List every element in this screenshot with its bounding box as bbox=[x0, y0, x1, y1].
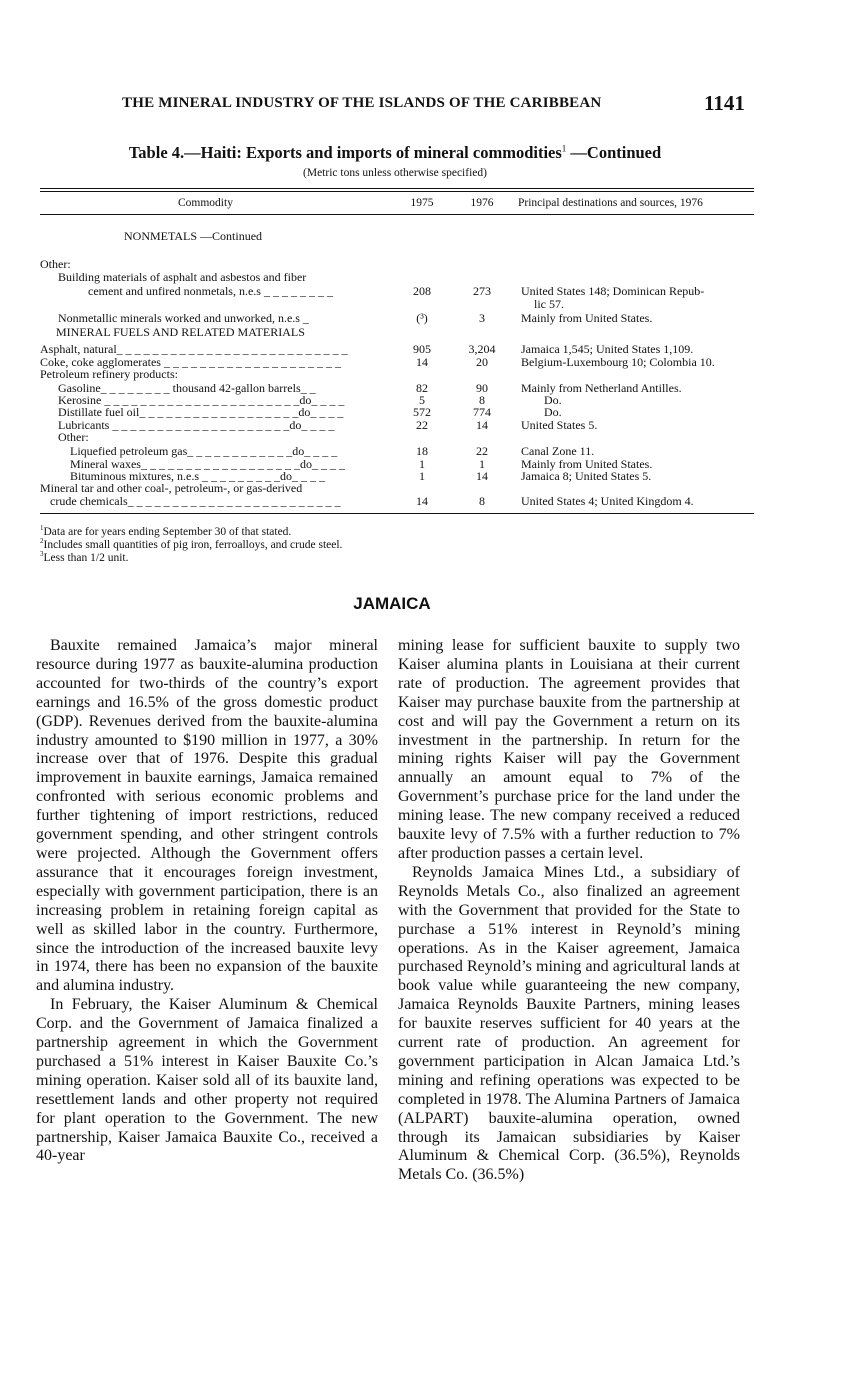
body-left-column bbox=[36, 637, 378, 1166]
row-1975: 905 bbox=[413, 342, 431, 356]
row-dest: Belgium-Luxembourg 10; Colombia 10. bbox=[521, 355, 715, 369]
table-subtitle: (Metric tons unless otherwise specified) bbox=[303, 167, 487, 179]
row-1976: 90 bbox=[476, 381, 488, 395]
table-header-row bbox=[0, 197, 858, 210]
row-dest: Do. bbox=[544, 393, 562, 407]
row-1975: 82 bbox=[416, 381, 428, 395]
row-name: Other: bbox=[58, 430, 89, 444]
row-name: Nonmetallic minerals worked and unworked, n.e.s _ bbox=[58, 311, 309, 325]
row-dest: Do. bbox=[544, 405, 562, 419]
table-row bbox=[0, 271, 858, 284]
row-1976: 8 bbox=[479, 393, 485, 407]
row-1975: 1 bbox=[419, 469, 425, 483]
footnote-mark: 3 bbox=[40, 550, 44, 558]
body-right-column bbox=[398, 637, 740, 1185]
table-row bbox=[0, 368, 858, 381]
row-name: Asphalt, natural_ _ _ _ _ _ _ _ _ _ _ _ _ _ _ _ _ _ _ _ _ _ _ _ _ _ bbox=[40, 342, 348, 356]
row-1975: 208 bbox=[413, 284, 431, 298]
table-row bbox=[0, 312, 858, 325]
row-name: crude chemicals_ _ _ _ _ _ _ _ _ _ _ _ _ _ _ _ _ _ _ _ _ _ _ _ bbox=[50, 494, 341, 508]
table-title-note-mark: 1 bbox=[561, 143, 567, 154]
row-dest: Mainly from Netherland Antilles. bbox=[521, 381, 682, 395]
row-name: Coke, coke agglomerates _ _ _ _ _ _ _ _ _ _ _ _ _ _ _ _ _ _ _ _ bbox=[40, 355, 341, 369]
footnote-mark: 1 bbox=[40, 524, 44, 532]
row-1976: 1 bbox=[479, 457, 485, 471]
row-1975: 572 bbox=[413, 405, 431, 419]
row-1975: (³) bbox=[416, 311, 428, 325]
row-name: Gasoline_ _ _ _ _ _ _ _ thousand 42-gallon barrels_ _ bbox=[58, 381, 316, 395]
row-dest: Mainly from United States. bbox=[521, 311, 653, 325]
table-header-rule bbox=[40, 214, 754, 215]
row-name: Bituminous mixtures, n.e.s _ _ _ _ _ _ _ _ _do_ _ _ _ bbox=[70, 469, 325, 483]
row-1975: 14 bbox=[416, 494, 428, 508]
section-nonmetals: NONMETALS —Continued bbox=[124, 229, 263, 243]
row-1975: 18 bbox=[416, 444, 428, 458]
table-row bbox=[0, 298, 858, 311]
row-dest: United States 4; United Kingdom 4. bbox=[521, 494, 694, 508]
running-header-title: THE MINERAL INDUSTRY OF THE ISLANDS OF THE CARIBBEAN bbox=[122, 95, 602, 111]
row-1976: 774 bbox=[473, 405, 491, 419]
row-name: Petroleum refinery products: bbox=[40, 367, 178, 381]
table-top-rule bbox=[40, 188, 754, 189]
row-1976: 8 bbox=[479, 494, 485, 508]
table-row bbox=[0, 326, 858, 339]
footnote-mark: 2 bbox=[40, 537, 44, 545]
paragraph: Bauxite remained Jamaica’s major mineral resource during 1977 as bauxite-alumina production accounted for two-thirds of the country’s export earnings and 16.5% of the gross domestic product (GDP). Revenues derived from the bauxite-alumina industry amounted to $190 million in 1977, a 30% increase over that of 1976. Despite this gradual improvement in bauxite earnings, Jamaica remained confronted with serious economic problems and further tightening of import restrictions, reduced government spending, and other stringent controls were projected. Although the Government offers assurance that it encourages foreign investment, especially with government participation, there is an increasing problem in retaining foreign capital as well as skilled labor in the country. Furthermore, since the introduction of the increased bauxite levy in 1974, there has been no expansion of the bauxite and alumina industry. bbox=[36, 637, 378, 995]
row-name: Mineral tar and other coal-, petroleum-, or gas-derived bbox=[40, 481, 303, 495]
row-1976: 3,204 bbox=[468, 342, 496, 356]
row-name: cement and unfired nonmetals, n.e.s _ _ _ _ _ _ _ _ bbox=[88, 284, 333, 298]
table-row bbox=[0, 431, 858, 444]
col-header-commodity: Commodity bbox=[178, 197, 233, 209]
row-name: Lubricants _ _ _ _ _ _ _ _ _ _ _ _ _ _ _ _ _ _ _ _do_ _ _ _ bbox=[58, 418, 335, 432]
row-name: Building materials of asphalt and asbestos and fiber bbox=[58, 270, 307, 284]
footnote-text: Less than 1/2 unit. bbox=[43, 551, 129, 564]
row-1976: 22 bbox=[476, 444, 488, 458]
row-1976: 3 bbox=[479, 311, 485, 325]
row-dest: Jamaica 1,545; United States 1,109. bbox=[521, 342, 694, 356]
row-1975: 5 bbox=[419, 393, 425, 407]
row-name: Mineral waxes_ _ _ _ _ _ _ _ _ _ _ _ _ _ _ _ _ _do_ _ _ _ bbox=[70, 457, 345, 471]
row-1976: 273 bbox=[473, 284, 491, 298]
row-dest: lic 57. bbox=[534, 297, 564, 311]
row-1976: 14 bbox=[476, 418, 488, 432]
row-1976: 20 bbox=[476, 355, 488, 369]
row-dest: Mainly from United States. bbox=[521, 457, 653, 471]
paragraph: Reynolds Jamaica Mines Ltd., a subsidiary of Reynolds Metals Co., also finalized an agreement with the Government that provided for the State to purchase a 51% interest in Reynold’s mining operations. As in the Kaiser agreement, Jamaica purchased Reynold’s mining and agricultural lands at book value while guaranteeing the new company, Jamaica Reynolds Bauxite Partners, mining leases for bauxite reserves sufficient for 40 years at the current rate of production. An agreement for government participation in Alcan Jamaica Ltd.’s mining and refining operations was expected to be completed in 1978. The Alumina Partners of Jamaica (ALPART) bauxite-alumina operation, owned through its Jamaican subsidiaries by Kaiser Aluminum & Chemical Corp. (36.5%), Reynolds Metals Co. (36.5%) bbox=[398, 863, 740, 1184]
row-name: Kerosine _ _ _ _ _ _ _ _ _ _ _ _ _ _ _ _ _ _ _ _ _ _do_ _ _ _ bbox=[58, 393, 345, 407]
row-name: MINERAL FUELS AND RELATED MATERIALS bbox=[56, 325, 305, 339]
table-title-suffix: —Continued bbox=[566, 143, 662, 162]
row-1975: 1 bbox=[419, 457, 425, 471]
footnote-3 bbox=[40, 548, 128, 565]
row-name: Liquefied petroleum gas_ _ _ _ _ _ _ _ _ _ _ _do_ _ _ _ bbox=[70, 444, 338, 458]
table-top-rule-2 bbox=[40, 191, 754, 192]
table-title-text: Table 4.—Haiti: Exports and imports of mineral commodities bbox=[128, 143, 562, 162]
row-dest: United States 5. bbox=[521, 418, 598, 432]
row-1976: 14 bbox=[476, 469, 488, 483]
col-header-destinations: Principal destinations and sources, 1976 bbox=[518, 197, 703, 209]
table-row bbox=[0, 495, 858, 508]
row-name: Distillate fuel oil_ _ _ _ _ _ _ _ _ _ _ _ _ _ _ _ _ _do_ _ _ _ bbox=[58, 405, 344, 419]
section-heading-jamaica: JAMAICA bbox=[353, 594, 431, 613]
row-dest: Jamaica 8; United States 5. bbox=[521, 469, 652, 483]
paragraph: In February, the Kaiser Aluminum & Chemical Corp. and the Government of Jamaica finalized a partnership agreement in which the Government purchased a 51% interest in Kaiser Bauxite Co.’s mining operation. Kaiser sold all of its bauxite land, resettlement lands and other property not required for plant operation to the Government. The new partnership, Kaiser Jamaica Bauxite Co., received a 40-year bbox=[36, 996, 378, 1165]
table-title bbox=[0, 143, 790, 163]
col-header-1976: 1976 bbox=[470, 197, 494, 209]
footnote-text: Includes small quantities of pig iron, ferroalloys, and crude steel. bbox=[43, 538, 343, 551]
table-section-heading bbox=[0, 230, 858, 243]
row-1975: 22 bbox=[416, 418, 428, 432]
table-row bbox=[0, 285, 858, 298]
table-bottom-rule bbox=[40, 513, 754, 514]
row-1975: 14 bbox=[416, 355, 428, 369]
row-name: Other: bbox=[40, 257, 71, 271]
footnote-text: Data are for years ending September 30 of that stated. bbox=[43, 525, 292, 538]
paragraph: mining lease for sufficient bauxite to supply two Kaiser alumina plants in Louisiana at their current rate of production. The agreement provides that Kaiser may purchase bauxite from the partnership at cost and will pay the Government a return on its investment in the partnership. In return for the mining rights Kaiser will pay the Government annually an amount equal to 7% of the Government’s purchase price for the land under the mining lease. The new company received a reduced bauxite levy of 7.5% with a further reduction to 7% after production passes a certain level. bbox=[398, 637, 740, 862]
row-dest: Canal Zone 11. bbox=[521, 444, 595, 458]
row-dest: United States 148; Dominican Repub- bbox=[521, 284, 705, 298]
page-number: 1141 bbox=[704, 91, 745, 115]
col-header-1975: 1975 bbox=[410, 197, 434, 209]
